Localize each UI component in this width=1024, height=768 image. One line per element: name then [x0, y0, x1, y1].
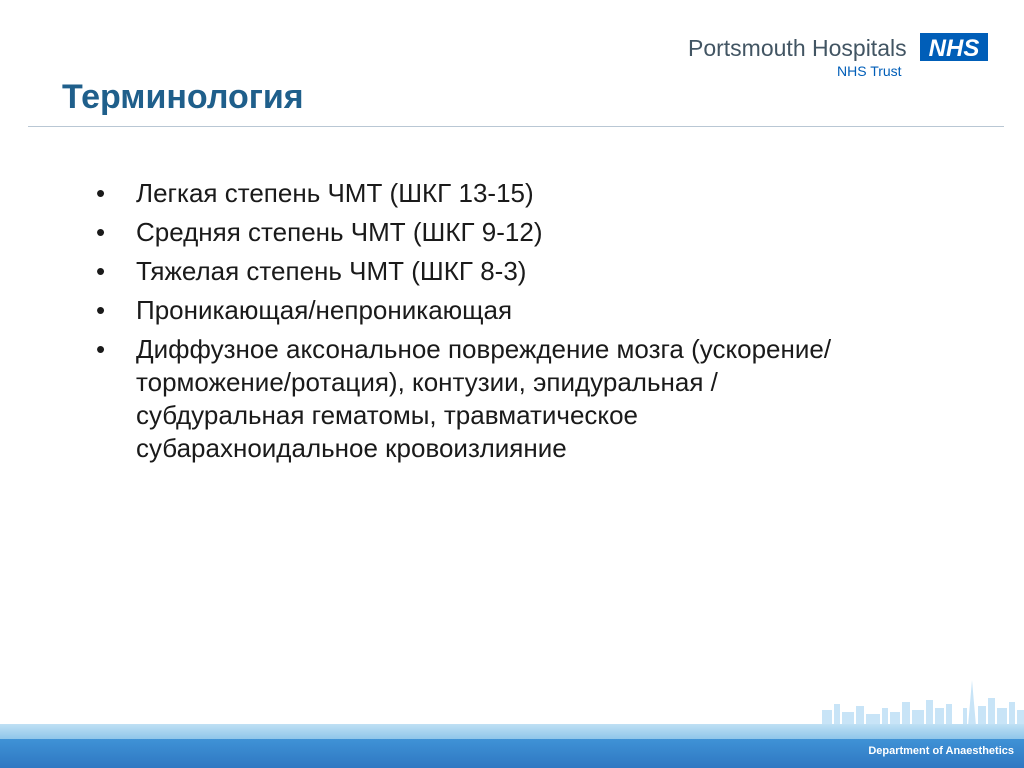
- bullet-glyph: •: [96, 256, 106, 286]
- bullet-glyph: •: [96, 217, 106, 247]
- bullet-text: Диффузное аксональное повреждение мозга (ускорение/торможение/ротация), контузии, эпидуральная / субдуральная гематомы, травматическое субарахноидальное кровоизлияние: [136, 334, 832, 463]
- slide-title: Терминология: [62, 78, 304, 116]
- bullet-item-penetrating: [96, 294, 886, 327]
- bullet-list: [96, 177, 886, 471]
- logo-organization-name: Portsmouth Hospitals: [688, 35, 907, 61]
- svg-text:NHS: NHS: [928, 35, 980, 61]
- bullet-text: Средняя степень ЧМТ (ШКГ 9-12): [136, 217, 543, 247]
- bullet-glyph: •: [96, 334, 106, 364]
- bullet-text: Проникающая/непроникающая: [136, 295, 513, 325]
- bullet-glyph: •: [96, 178, 106, 208]
- footer-band-light: [0, 724, 1024, 739]
- bullet-text: Тяжелая степень ЧМТ (ШКГ 8-3): [136, 256, 527, 286]
- city-skyline-icon: [818, 678, 1024, 726]
- bullet-glyph: •: [96, 295, 106, 325]
- bullet-item-severe-tbi: [96, 255, 886, 288]
- portsmouth-hospitals-logo: [688, 30, 990, 80]
- bullet-item-diffuse-injury: [96, 333, 886, 465]
- footer-department: Department of Anaesthetics: [868, 745, 1014, 757]
- bullet-item-mild-tbi: [96, 177, 886, 210]
- bullet-text: Легкая степень ЧМТ (ШКГ 13-15): [136, 178, 534, 208]
- nhs-logo-icon: [920, 33, 988, 61]
- logo-trust-subtitle: NHS Trust: [837, 63, 902, 79]
- title-divider: [28, 126, 1004, 127]
- bullet-item-moderate-tbi: [96, 216, 886, 249]
